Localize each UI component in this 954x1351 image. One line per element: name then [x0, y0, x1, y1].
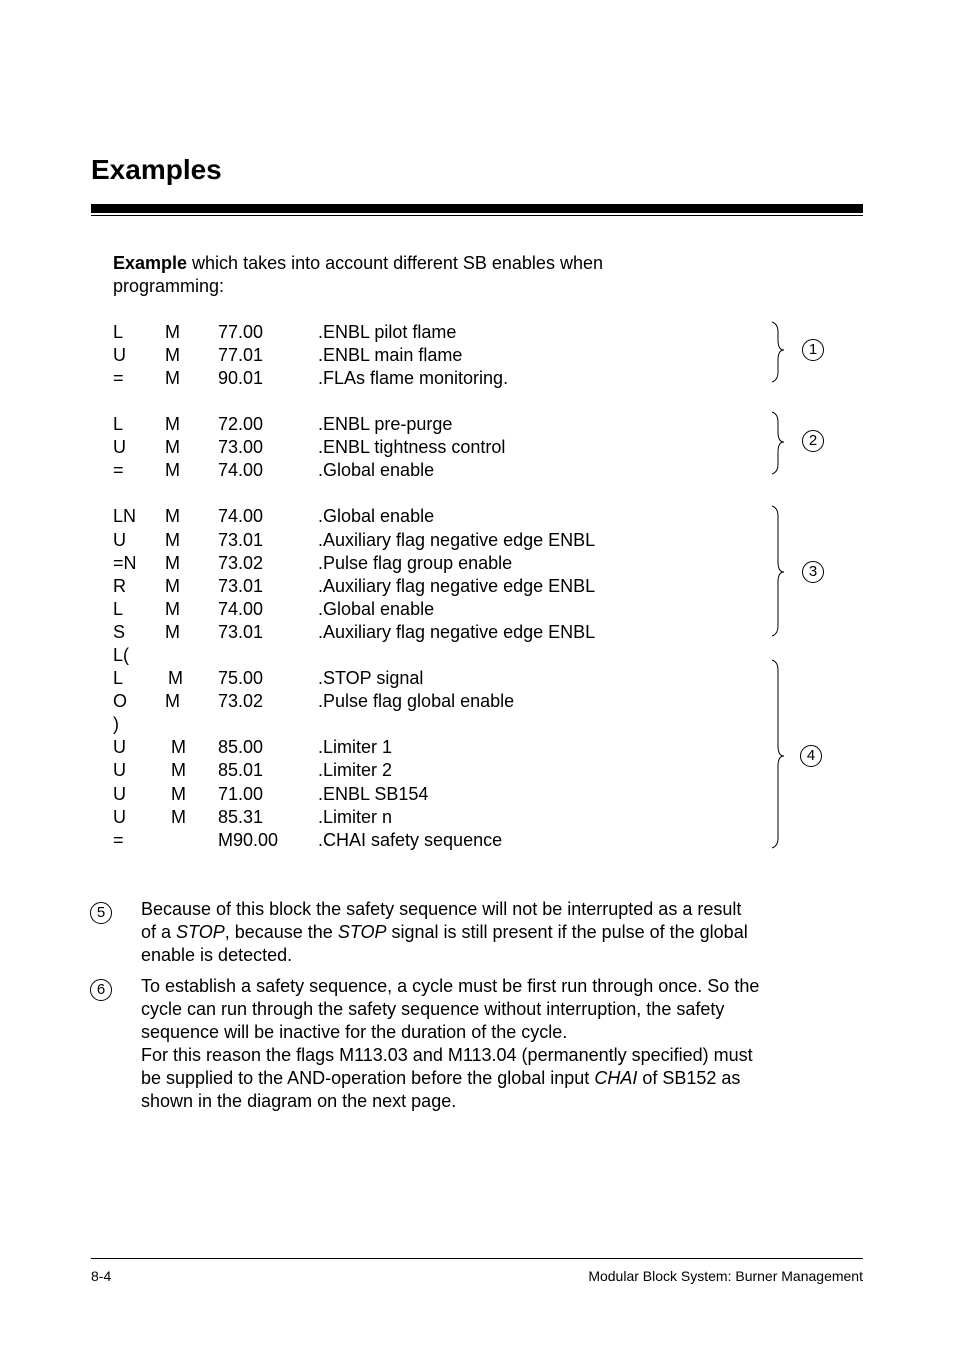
code-address: 73.02: [218, 691, 264, 711]
note-5-part-a: Because of this block the safety sequence will not be interrupted as a result of a: [141, 899, 742, 942]
code-memory-type: M: [171, 737, 186, 757]
code-line: [0, 321, 760, 344]
code-address: 73.01: [218, 530, 264, 550]
page-title: Examples: [91, 154, 222, 185]
code-comment: .Limiter n: [318, 807, 393, 827]
code-operation: L(: [113, 645, 130, 665]
code-comment: .Limiter 2: [318, 760, 393, 780]
code-line: [0, 713, 760, 736]
code-operation: =: [113, 460, 124, 480]
note-5-part-b: , because the: [224, 922, 338, 942]
page-number: 8-4: [91, 1268, 112, 1284]
code-address: 73.01: [218, 622, 264, 642]
code-line: [0, 806, 760, 829]
code-memory-type: M: [171, 784, 186, 804]
note-6-part-b: of SB152 as shown in the diagram on the next page.: [141, 1068, 741, 1111]
note-5-em-2: STOP: [337, 922, 387, 942]
note-6-para-2: [141, 1044, 761, 1113]
code-address: M90.00: [218, 830, 279, 850]
code-memory-type: M: [165, 530, 180, 550]
code-operation: O: [113, 691, 128, 711]
code-address: 77.01: [218, 345, 264, 365]
footer-title: Modular Block System: Burner Management: [588, 1268, 863, 1284]
code-line: [0, 552, 760, 575]
code-operation: U: [113, 784, 126, 804]
code-operation: R: [113, 576, 126, 596]
code-comment: .Limiter 1: [318, 737, 393, 757]
code-comment: .STOP signal: [318, 668, 424, 688]
code-memory-type: M: [165, 460, 180, 480]
note-6-text: [141, 975, 761, 1113]
code-comment: .Auxiliary flag negative edge ENBL: [318, 576, 596, 596]
title-rule-thin: [91, 215, 863, 216]
code-address: 75.00: [218, 668, 264, 688]
intro-text: which takes into account different SB enables when programming:: [113, 253, 603, 296]
code-memory-type: M: [165, 368, 180, 388]
code-address: 72.00: [218, 414, 264, 434]
code-comment: .ENBL tightness control: [318, 437, 506, 457]
brace-group: [766, 320, 806, 860]
note-5-text: [141, 898, 761, 967]
code-comment: .Global enable: [318, 506, 435, 526]
code-line: [0, 575, 760, 598]
code-line: [0, 529, 760, 552]
code-memory-type: M: [168, 668, 183, 688]
code-comment: .Auxiliary flag negative edge ENBL: [318, 530, 596, 550]
code-memory-type: M: [165, 414, 180, 434]
code-operation: U: [113, 437, 126, 457]
code-address: 85.31: [218, 807, 264, 827]
marker-2: 2: [802, 430, 824, 452]
code-operation: S: [113, 622, 126, 642]
code-line: [0, 367, 760, 390]
code-operation: =: [113, 368, 124, 388]
code-comment: .Global enable: [318, 460, 435, 480]
code-line: [0, 436, 760, 459]
code-comment: .FLAs flame monitoring.: [318, 368, 509, 388]
title-rule: [91, 204, 863, 213]
code-address: 73.01: [218, 576, 264, 596]
code-line: [0, 598, 760, 621]
code-memory-type: M: [165, 506, 180, 526]
code-memory-type: M: [165, 691, 180, 711]
code-memory-type: M: [165, 553, 180, 573]
brace-2: [772, 412, 784, 474]
code-memory-type: M: [165, 599, 180, 619]
code-operation: L: [113, 668, 124, 688]
code-operation: =: [113, 830, 124, 850]
code-operation: U: [113, 345, 126, 365]
code-line: [0, 344, 760, 367]
code-memory-type: M: [165, 576, 180, 596]
code-line: [0, 413, 760, 436]
code-operation: L: [113, 599, 124, 619]
code-comment: .Pulse flag global enable: [318, 691, 515, 711]
code-line: [0, 690, 760, 713]
code-line: [0, 644, 760, 667]
code-line: [0, 736, 760, 759]
code-operation: ): [113, 714, 119, 734]
marker-3: 3: [802, 561, 824, 583]
marker-4: 4: [800, 745, 822, 767]
code-address: 73.02: [218, 553, 264, 573]
note-marker-5: 5: [90, 902, 112, 924]
code-address: 85.01: [218, 760, 264, 780]
code-operation: L: [113, 414, 124, 434]
note-6-para-1: To establish a safety sequence, a cycle must be first run through once. So the cycle can run through the safety sequence without interruption, the safety sequence will be inactive for the duration of the cycle.: [141, 976, 760, 1042]
code-line: [0, 505, 760, 528]
note-6-part-a: For this reason the flags M113.03 and M113.04 (permanently specified) must be supplied to the AND-operation before the global input: [141, 1045, 753, 1088]
code-comment: .Auxiliary flag negative edge ENBL: [318, 622, 596, 642]
code-comment: .CHAI safety sequence: [318, 830, 503, 850]
code-comment: .Pulse flag group enable: [318, 553, 513, 573]
marker-1: 1: [802, 339, 824, 361]
code-address: 74.00: [218, 599, 264, 619]
code-comment: .Global enable: [318, 599, 435, 619]
code-line: [0, 667, 760, 690]
brace-1: [772, 322, 784, 382]
code-memory-type: M: [171, 760, 186, 780]
code-comment: .ENBL pilot flame: [318, 322, 457, 342]
note-6-em: CHAI: [594, 1068, 638, 1088]
intro-bold: Example: [113, 253, 188, 273]
code-address: 85.00: [218, 737, 264, 757]
brace-4: [772, 660, 784, 848]
code-operation: U: [113, 807, 126, 827]
note-5-em-1: STOP: [176, 922, 225, 942]
code-comment: .ENBL pre-purge: [318, 414, 453, 434]
code-address: 77.00: [218, 322, 264, 342]
code-memory-type: M: [165, 345, 180, 365]
brace-3: [772, 506, 784, 636]
code-operation: LN: [113, 506, 137, 526]
code-line: [0, 759, 760, 782]
code-memory-type: M: [165, 322, 180, 342]
code-address: 74.00: [218, 506, 264, 526]
code-address: 71.00: [218, 784, 264, 804]
code-line: [0, 459, 760, 482]
code-operation: =N: [113, 553, 137, 573]
code-operation: L: [113, 322, 124, 342]
footer-rule: [91, 1258, 863, 1259]
code-memory-type: M: [165, 437, 180, 457]
note-marker-6: 6: [90, 979, 112, 1001]
note-5-part-c: signal is still present if the pulse of the global enable is detected.: [141, 922, 748, 965]
code-comment: .ENBL SB154: [318, 784, 429, 804]
code-operation: U: [113, 530, 126, 550]
code-address: 74.00: [218, 460, 264, 480]
code-address: 90.01: [218, 368, 264, 388]
intro-paragraph: [113, 252, 673, 298]
code-operation: U: [113, 737, 126, 757]
code-address: 73.00: [218, 437, 264, 457]
code-operation: U: [113, 760, 126, 780]
code-memory-type: M: [171, 807, 186, 827]
code-memory-type: M: [165, 622, 180, 642]
code-line: [0, 783, 760, 806]
code-comment: .ENBL main flame: [318, 345, 463, 365]
code-line: [0, 829, 760, 852]
code-line: [0, 621, 760, 644]
